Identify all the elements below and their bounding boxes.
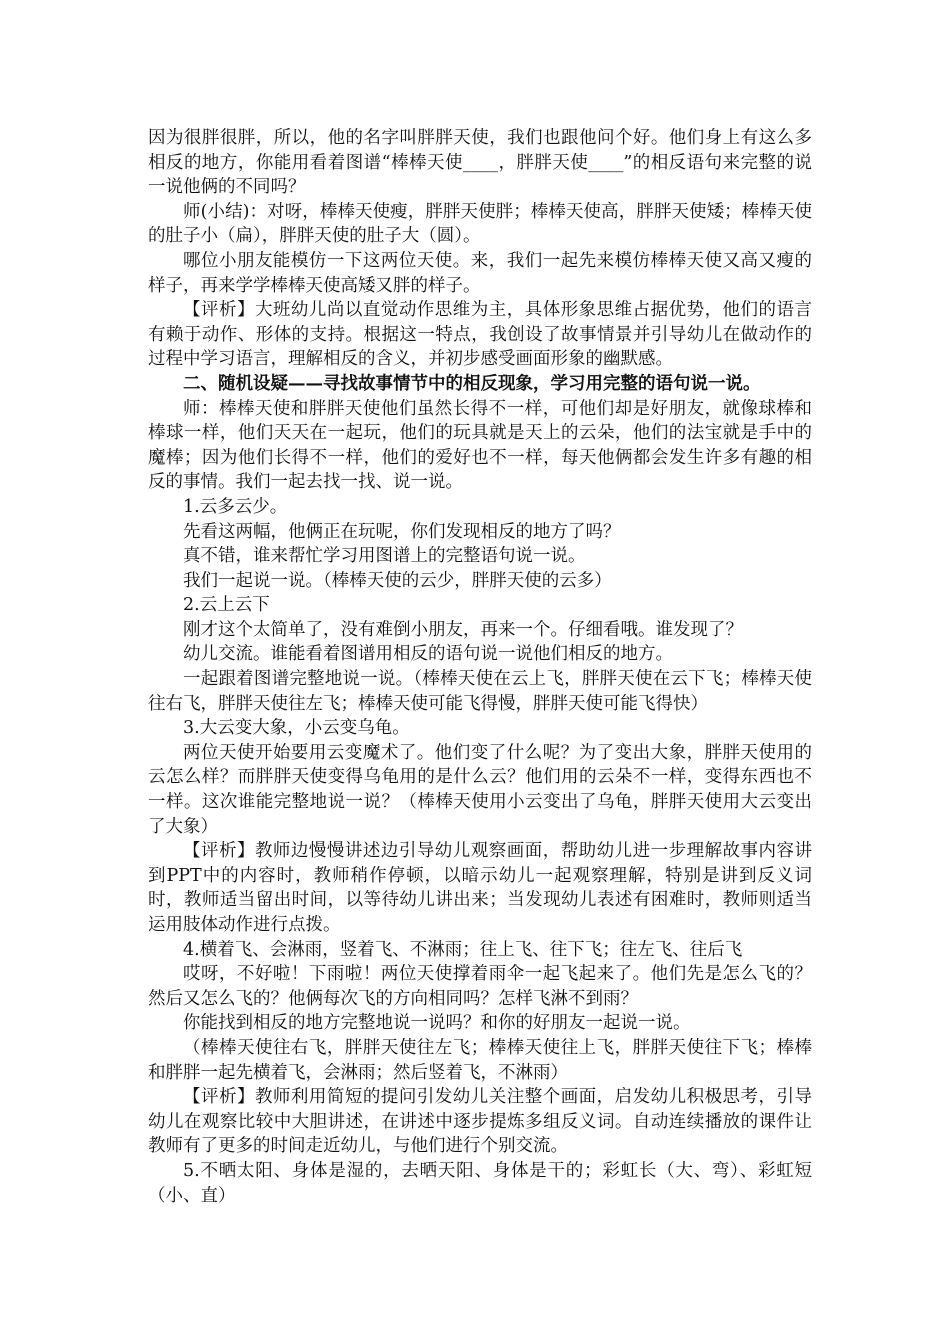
item-heading-4: 4.横着飞、会淋雨，竖着飞、不淋雨；往上飞、往下飞；往左飞、往后飞	[183, 939, 743, 960]
item-heading-1: 1.云多云少。	[183, 496, 288, 517]
paragraph-commentary-1: 【评析】大班幼儿尚以直觉动作思维为主，具体形象思维占据优势，他们的语言有赖于动作、形体的支持。根据这一特点，我创设了故事情景并引导幼儿在做动作的过程中学习语言，理解相反的含义，并初步感受画面形象的幽默感。	[148, 300, 812, 370]
paragraph-magic-clouds: 两位天使开始要用云变魔术了。他们变了什么呢？为了变出大象，胖胖天使用的云怎么样？而胖胖天使变得乌龟用的是什么云？他们用的云朵不一样，变得东西也不一样。这次谁能完整地说一说？（棒棒天使用小云变出了乌龟，胖胖天使用大云变出了大象）	[148, 742, 812, 837]
item-heading-5: 5.不晒太阳、身体是湿的，去晒天阳、身体是干的；彩虹长（大、弯）、彩虹短（小、直）	[148, 1160, 812, 1206]
paragraph-look-first: 先看这两幅，他俩正在玩呢，你们发现相反的地方了吗？	[183, 521, 621, 542]
paragraph-commentary-2: 【评析】教师边慢慢讲述边引导幼儿观察画面，帮助幼儿进一步理解故事内容讲到PPT中的内容时，教师稍作停顿，以暗示幼儿一起观察理解，特别是讲到反义词时，教师适当留出时间，以等待幼儿讲出来；当发现幼儿表述有困难时，教师则适当运用肢体动作进行点拨。	[148, 841, 812, 935]
section-heading-2: 二、随机设疑——寻找故事情节中的相反现象，学习用完整的语句说一说。	[183, 373, 761, 394]
paragraph-too-easy: 刚才这个太简单了，没有难倒小朋友，再来一个。仔细看哦。谁发现了？	[183, 619, 743, 640]
paragraph-answer-directions: （棒棒天使往右飞，胖胖天使往左飞；棒棒天使往上飞，胖胖天使往下飞；棒棒和胖胖一起先横着飞，会淋雨；然后竖着飞，不淋雨）	[148, 1037, 812, 1083]
paragraph-teacher-summary: 师(小结)：对呀，棒棒天使瘦，胖胖天使胖；棒棒天使高，胖胖天使矮；棒棒天使的肚子小（扁），胖胖天使的肚子大（圆）。	[148, 201, 812, 247]
paragraph-well-done: 真不错，谁来帮忙学习用图谱上的完整语句说一说。	[183, 546, 586, 567]
paragraph-teacher-intro-friends: 师：棒棒天使和胖胖天使他们虽然长得不一样，可他们却是好朋友，就像球棒和棒球一样，他们天天在一起玩，他们的玩具就是天上的云朵，他们的法宝就是手中的魔棒；因为他们长得不一样，他们的爱好也不一样，每天他俩都会发生许多有趣的相反的事情。我们一起去找一找、说一说。	[148, 398, 812, 493]
paragraph-intro-angels: 因为很胖很胖，所以，他的名字叫胖胖天使，我们也跟他问个好。他们身上有这么多相反的地方，你能用看着图谱“棒棒天使____，胖胖天使____”的相反语句来完整的说一说他俩的不同吗？	[148, 128, 812, 198]
paragraph-commentary-3: 【评析】教师利用简短的提问引发幼儿关注整个画面，启发幼儿积极思考，引导幼儿在观察比较中大胆讲述，在讲述中逐步提炼多组反义词。自动连续播放的课件让教师有了更多的时间走近幼儿，与他们进行个别交流。	[148, 1087, 812, 1157]
paragraph-children-exchange: 幼儿交流。谁能看着图谱用相反的语句说一说他们相反的地方。	[183, 644, 673, 665]
paragraph-imitate-angels: 哪位小朋友能模仿一下这两位天使。来，我们一起先来模仿棒棒天使又高又瘦的样子，再来学学棒棒天使高矮又胖的样子。	[148, 250, 812, 296]
paragraph-raining: 哎呀，不好啦！下雨啦！两位天使撑着雨伞一起飞起来了。他们先是怎么飞的？然后又怎么飞的？他俩每次飞的方向相同吗？怎样飞淋不到雨？	[148, 964, 812, 1009]
document-body	[148, 126, 812, 1208]
paragraph-say-together-1: 我们一起说一说。（棒棒天使的云少，胖胖天使的云多）	[183, 570, 612, 591]
paragraph-say-together-2: 一起跟着图谱完整地说一说。（棒棒天使在云上飞，胖胖天使在云下飞；棒棒天使往右飞，胖胖天使往左飞；棒棒天使可能飞得慢，胖胖天使可能飞得快）	[148, 669, 812, 714]
item-heading-2: 2.云上云下	[183, 595, 270, 616]
item-heading-3: 3.大云变大象，小云变乌龟。	[183, 718, 410, 739]
paragraph-find-opposites: 你能找到相反的地方完整地说一说吗？和你的好朋友一起说一说。	[183, 1013, 691, 1034]
